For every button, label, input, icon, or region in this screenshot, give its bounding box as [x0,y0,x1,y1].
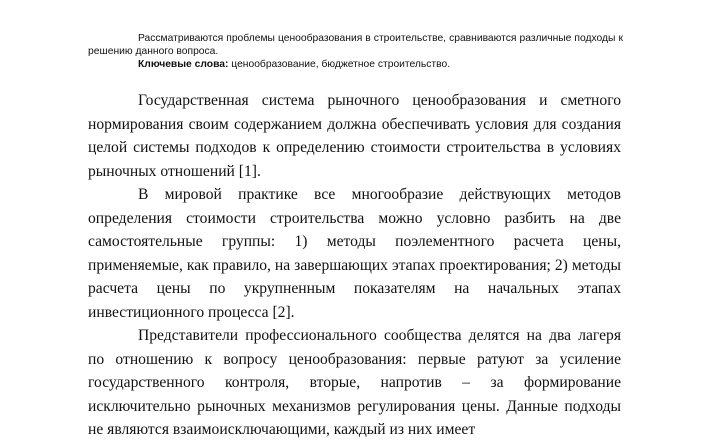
keywords-value: ценообразование, бюджетное строительство. [228,59,451,70]
keywords-label: Ключевые слова: [138,59,229,70]
article-body [88,89,621,442]
keywords-line [88,58,623,71]
abstract-text: Рассматриваются проблемы ценообразования в строительстве, сравниваются различные подходы к решению данного вопроса. [88,33,623,57]
abstract-block [88,32,623,71]
body-paragraph-1: Государственная система рыночного ценообразования и сметного нормирования своим содержанием должна обеспечивать условия для создания целой системы подходов к определению стоимости строительства в условиях рыночных отношений [1]. [88,92,621,180]
body-paragraph-2: В мировой практике все многообразие действующих методов определения стоимости строительства можно условно разбить на две самостоятельные группы: 1) методы поэлементного расчета цены, применяемые, как правило, на завершающих этапах проектирования; 2) методы расчета цены по укрупненным показателям на начальных этапах инвестиционного процесса [2]. [88,186,621,321]
body-paragraph-3: Представители профессионального сообщества делятся на два лагеря по отношению к вопросу ценообразования: первые ратуют за усиление государственного контроля, вторые, напротив – за формирование исключительно рыночных механизмов регулирования цены. Данные подходы не являются взаимоисключающими, каждый из них имеет [88,327,621,438]
